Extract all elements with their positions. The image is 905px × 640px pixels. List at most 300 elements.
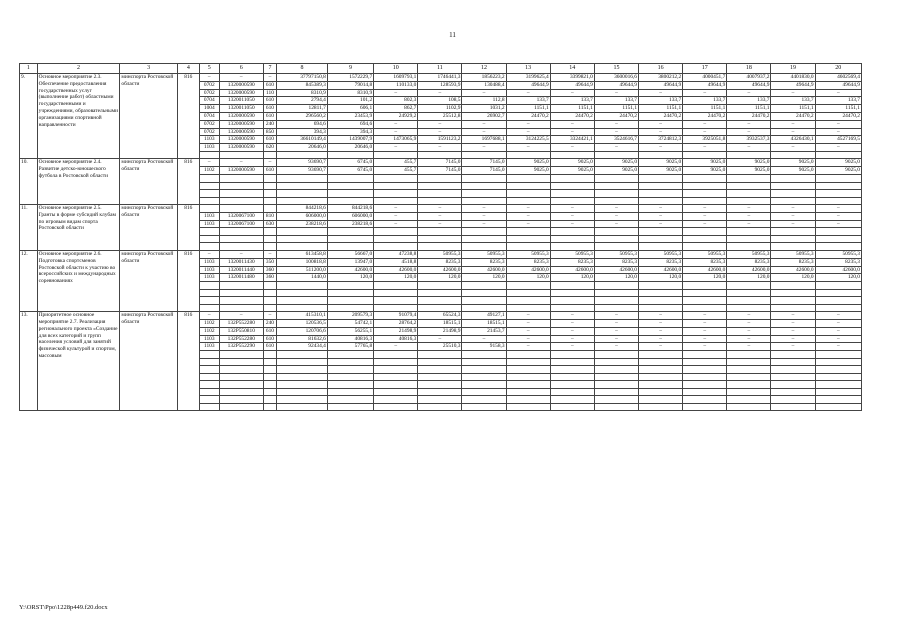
section-code (199, 351, 219, 359)
column-number: 11 (418, 64, 462, 74)
amount-cell (506, 282, 550, 290)
amount-cell: 415310,1 (277, 312, 328, 320)
amount-cell (815, 373, 861, 381)
amount-cell (506, 289, 550, 297)
amount-cell (771, 381, 815, 389)
amount-cell (374, 373, 418, 381)
amount-cell (727, 351, 771, 359)
amount-cell (418, 175, 462, 183)
amount-cell: – (815, 212, 861, 220)
target-code: 132P552280 (219, 335, 263, 343)
amount-cell (727, 289, 771, 297)
amount-cell (727, 282, 771, 290)
amount-cell (771, 388, 815, 396)
amount-cell: 3399821,0 (550, 74, 594, 82)
amount-cell (327, 175, 373, 183)
amount-cell: 694,6 (327, 120, 373, 128)
amount-cell: 50955,3 (550, 250, 594, 258)
section-code: 1103 (199, 136, 219, 144)
target-code (219, 403, 263, 411)
target-code: 132P550810 (219, 327, 263, 335)
expense-type: 110 (263, 89, 276, 97)
amount-cell (639, 358, 683, 366)
amount-cell: 128593,9 (418, 81, 462, 89)
amount-cell: – (815, 128, 861, 136)
amount-cell: 6745,0 (327, 167, 373, 175)
amount-cell: 3199625,4 (506, 74, 550, 82)
section-code: 0704 (199, 112, 219, 120)
amount-cell: – (639, 220, 683, 228)
amount-cell (550, 282, 594, 290)
amount-cell (683, 243, 727, 251)
amount-cell (277, 151, 328, 159)
amount-cell (374, 297, 418, 305)
section-code: 1103 (199, 274, 219, 282)
expense-type (263, 228, 276, 236)
amount-cell: – (815, 319, 861, 327)
column-number: 7 (263, 64, 276, 74)
amount-cell: 108,5 (418, 97, 462, 105)
amount-cell: 4602569,4 (815, 74, 861, 82)
amount-cell: – (506, 89, 550, 97)
amount-cell (815, 175, 861, 183)
amount-cell: – (462, 144, 506, 152)
amount-cell: – (594, 335, 638, 343)
amount-cell: 133,7 (639, 97, 683, 105)
amount-cell (462, 403, 506, 411)
amount-cell: 100818,8 (277, 258, 328, 266)
grbs-code: 816 (177, 250, 199, 311)
section-code: 0702 (199, 120, 219, 128)
amount-cell: 24470,2 (506, 112, 550, 120)
amount-cell: 4000451,7 (683, 74, 727, 82)
amount-cell: – (727, 312, 771, 320)
expense-type (263, 190, 276, 198)
amount-cell (727, 235, 771, 243)
amount-cell: 120,0 (639, 274, 683, 282)
amount-cell: – (462, 220, 506, 228)
amount-cell: 50955,3 (683, 250, 727, 258)
amount-cell (506, 297, 550, 305)
amount-cell: 12811,7 (277, 105, 328, 113)
amount-cell (771, 358, 815, 366)
amount-cell: 9025,0 (683, 167, 727, 175)
amount-cell (462, 358, 506, 366)
amount-cell (374, 151, 418, 159)
column-number-row (20, 64, 862, 74)
target-code: – (219, 312, 263, 320)
amount-cell (374, 190, 418, 198)
amount-cell: 9025,0 (639, 167, 683, 175)
column-number: 9 (327, 64, 373, 74)
amount-cell (277, 358, 328, 366)
section-code: 0702 (199, 81, 219, 89)
amount-cell (550, 304, 594, 312)
amount-cell: – (815, 220, 861, 228)
amount-cell: – (771, 89, 815, 97)
amount-cell (374, 388, 418, 396)
amount-cell (462, 228, 506, 236)
amount-cell: 8310,9 (277, 89, 328, 97)
section-code (199, 358, 219, 366)
amount-cell: 112,8 (462, 97, 506, 105)
amount-cell: 1151,1 (506, 105, 550, 113)
amount-cell (327, 297, 373, 305)
amount-cell: 120,0 (594, 274, 638, 282)
target-code: 1320011430 (219, 258, 263, 266)
amount-cell: – (639, 205, 683, 213)
target-code: – (219, 159, 263, 167)
section-code: 1103 (199, 212, 219, 220)
amount-cell (418, 297, 462, 305)
amount-cell (683, 175, 727, 183)
amount-cell: 120536,5 (277, 319, 328, 327)
page-number: 11 (449, 31, 456, 39)
amount-cell: 18515,1 (462, 319, 506, 327)
target-code: 1320000590 (219, 128, 263, 136)
expense-type: 620 (263, 144, 276, 152)
amount-cell: – (683, 212, 727, 220)
amount-cell: 1746441,3 (418, 74, 462, 82)
amount-cell: 9158,3 (462, 343, 506, 351)
amount-cell (815, 366, 861, 374)
expense-type (263, 289, 276, 297)
amount-cell (815, 358, 861, 366)
section-code (199, 396, 219, 404)
section-code: 1103 (199, 343, 219, 351)
amount-cell: 1591123,2 (418, 136, 462, 144)
amount-cell: 3800212,2 (639, 74, 683, 82)
amount-cell (727, 366, 771, 374)
amount-cell (327, 182, 373, 190)
amount-cell: 20646,0 (277, 144, 328, 152)
amount-cell (506, 388, 550, 396)
expense-type: 610 (263, 136, 276, 144)
amount-cell: 455,7 (374, 159, 418, 167)
amount-cell: 120,0 (727, 274, 771, 282)
amount-cell (594, 366, 638, 374)
amount-cell (418, 289, 462, 297)
amount-cell (594, 182, 638, 190)
amount-cell: – (418, 128, 462, 136)
amount-cell (462, 297, 506, 305)
target-code: 1320000590 (219, 81, 263, 89)
grbs-code: 816 (177, 74, 199, 159)
section-code: – (199, 250, 219, 258)
amount-cell: 92434,4 (277, 343, 328, 351)
target-code (219, 182, 263, 190)
amount-cell (727, 396, 771, 404)
row-number: 12. (20, 250, 38, 311)
amount-cell (727, 228, 771, 236)
amount-cell (506, 228, 550, 236)
amount-cell (727, 403, 771, 411)
amount-cell (594, 243, 638, 251)
amount-cell: – (815, 205, 861, 213)
amount-cell: – (771, 343, 815, 351)
amount-cell: – (639, 128, 683, 136)
activity-name: Основное мероприятие 2.5. Гранты в форме субсидий клубам по игровым видам спорта Ростовской области (37, 205, 120, 251)
amount-cell: 9025,0 (815, 159, 861, 167)
amount-cell (506, 235, 550, 243)
amount-cell: 394,3 (277, 128, 328, 136)
section-code: 0702 (199, 89, 219, 97)
section-code (199, 151, 219, 159)
amount-cell: 9025,0 (550, 167, 594, 175)
amount-cell (277, 396, 328, 404)
amount-cell: – (506, 144, 550, 152)
target-code: 1320000590 (219, 120, 263, 128)
amount-cell: – (374, 89, 418, 97)
expense-type: 240 (263, 319, 276, 327)
amount-cell (418, 243, 462, 251)
amount-cell: – (506, 205, 550, 213)
amount-cell (594, 190, 638, 198)
amount-cell: 3724812,3 (639, 136, 683, 144)
amount-cell: 2794,4 (277, 97, 328, 105)
amount-cell: – (594, 319, 638, 327)
table-row (20, 159, 862, 167)
expense-type: – (263, 159, 276, 167)
amount-cell: – (727, 335, 771, 343)
amount-cell: 50955,3 (771, 250, 815, 258)
amount-cell (639, 289, 683, 297)
table-row (20, 74, 862, 82)
amount-cell: 9025,0 (594, 159, 638, 167)
amount-cell: – (639, 327, 683, 335)
amount-cell (683, 282, 727, 290)
amount-cell (639, 388, 683, 396)
amount-cell (550, 175, 594, 183)
amount-cell (506, 304, 550, 312)
amount-cell: – (462, 128, 506, 136)
amount-cell (277, 381, 328, 389)
amount-cell: 8235,3 (771, 258, 815, 266)
amount-cell: 133,7 (506, 97, 550, 105)
amount-cell (815, 381, 861, 389)
amount-cell: 844218,6 (277, 205, 328, 213)
amount-cell (594, 289, 638, 297)
amount-cell: – (550, 89, 594, 97)
column-number: 15 (594, 64, 638, 74)
target-code (219, 381, 263, 389)
amount-cell (771, 175, 815, 183)
amount-cell: 42600,0 (771, 266, 815, 274)
amount-cell: – (771, 144, 815, 152)
amount-cell (506, 366, 550, 374)
amount-cell: 1151,1 (771, 105, 815, 113)
amount-cell (418, 282, 462, 290)
amount-cell (639, 297, 683, 305)
target-code: 1320000590 (219, 136, 263, 144)
amount-cell (418, 381, 462, 389)
amount-cell: 120,0 (374, 274, 418, 282)
amount-cell: – (727, 212, 771, 220)
amount-cell: 133,7 (683, 97, 727, 105)
amount-cell: 50955,3 (506, 250, 550, 258)
amount-cell (550, 351, 594, 359)
amount-cell (594, 373, 638, 381)
amount-cell (374, 396, 418, 404)
amount-cell: – (418, 220, 462, 228)
amount-cell: 56255,1 (327, 327, 373, 335)
amount-cell (815, 396, 861, 404)
amount-cell: 1572229,7 (327, 74, 373, 82)
amount-cell (327, 228, 373, 236)
amount-cell (683, 182, 727, 190)
amount-cell: – (594, 89, 638, 97)
amount-cell: – (550, 343, 594, 351)
amount-cell (771, 182, 815, 190)
amount-cell (639, 403, 683, 411)
amount-cell (374, 243, 418, 251)
amount-cell (327, 358, 373, 366)
amount-cell: 613458,8 (277, 250, 328, 258)
amount-cell: – (462, 205, 506, 213)
amount-cell: 120,0 (327, 274, 373, 282)
amount-cell (327, 351, 373, 359)
amount-cell: – (550, 327, 594, 335)
amount-cell: – (374, 144, 418, 152)
column-number: 6 (219, 64, 263, 74)
grbs-code: 816 (177, 205, 199, 251)
section-code (199, 197, 219, 205)
section-code (199, 235, 219, 243)
amount-cell (594, 297, 638, 305)
amount-cell: 844218,6 (327, 205, 373, 213)
target-code: 1320011050 (219, 97, 263, 105)
amount-cell: 9025,0 (727, 159, 771, 167)
amount-cell (418, 197, 462, 205)
amount-cell: 56667,0 (327, 250, 373, 258)
amount-cell (462, 243, 506, 251)
section-code: 1103 (199, 144, 219, 152)
row-number: 11. (20, 205, 38, 251)
amount-cell (727, 373, 771, 381)
amount-cell (815, 304, 861, 312)
amount-cell: 9025,0 (639, 159, 683, 167)
amount-cell: 13947,0 (327, 258, 373, 266)
amount-cell (771, 396, 815, 404)
amount-cell: – (506, 319, 550, 327)
amount-cell: 50955,3 (462, 250, 506, 258)
amount-cell (277, 373, 328, 381)
section-code: 0704 (199, 97, 219, 105)
amount-cell (727, 190, 771, 198)
amount-cell: 101,2 (327, 97, 373, 105)
amount-cell: 20646,0 (327, 144, 373, 152)
expense-type: – (263, 74, 276, 82)
amount-cell: 1151,1 (639, 105, 683, 113)
target-code (219, 243, 263, 251)
amount-cell (327, 388, 373, 396)
amount-cell (418, 228, 462, 236)
amount-cell (550, 151, 594, 159)
amount-cell: – (771, 327, 815, 335)
amount-cell (639, 282, 683, 290)
target-code (219, 358, 263, 366)
amount-cell: 42600,0 (639, 266, 683, 274)
amount-cell: – (418, 89, 462, 97)
column-number: 19 (771, 64, 815, 74)
amount-cell (771, 289, 815, 297)
amount-cell: 9025,0 (594, 167, 638, 175)
target-code: 1320011050 (219, 105, 263, 113)
amount-cell (506, 151, 550, 159)
amount-cell: 21498,9 (418, 327, 462, 335)
amount-cell: 47238,8 (374, 250, 418, 258)
amount-cell (771, 190, 815, 198)
amount-cell: 1151,1 (683, 105, 727, 113)
section-code (199, 403, 219, 411)
expense-type (263, 403, 276, 411)
amount-cell (550, 182, 594, 190)
amount-cell (594, 235, 638, 243)
amount-cell (639, 366, 683, 374)
amount-cell: 1439007,9 (327, 136, 373, 144)
amount-cell (374, 228, 418, 236)
amount-cell (683, 297, 727, 305)
amount-cell: – (506, 327, 550, 335)
amount-cell (374, 235, 418, 243)
amount-cell: – (374, 128, 418, 136)
amount-cell: – (374, 120, 418, 128)
amount-cell: 133,7 (550, 97, 594, 105)
amount-cell (771, 304, 815, 312)
amount-cell: 3600016,6 (594, 74, 638, 82)
amount-cell (683, 197, 727, 205)
column-number: 10 (374, 64, 418, 74)
amount-cell (815, 243, 861, 251)
amount-cell (815, 282, 861, 290)
amount-cell: 1151,1 (594, 105, 638, 113)
amount-cell (771, 373, 815, 381)
activity-name: Основное мероприятие 2.6. Подготовка спортсменов Ростовской области к участию во всероссийских и международных соревнованиях (37, 250, 120, 311)
expense-type (263, 351, 276, 359)
amount-cell: – (727, 220, 771, 228)
amount-cell: – (683, 312, 727, 320)
amount-cell: – (418, 120, 462, 128)
amount-cell: – (639, 343, 683, 351)
amount-cell: 50955,3 (815, 250, 861, 258)
amount-cell: – (683, 144, 727, 152)
amount-cell: – (639, 335, 683, 343)
amount-cell: – (683, 220, 727, 228)
amount-cell: – (771, 205, 815, 213)
amount-cell (639, 235, 683, 243)
amount-cell (462, 151, 506, 159)
amount-cell: – (594, 312, 638, 320)
amount-cell (506, 190, 550, 198)
amount-cell: 79014,8 (327, 81, 373, 89)
amount-cell: 1151,1 (727, 105, 771, 113)
amount-cell (418, 388, 462, 396)
amount-cell: – (594, 220, 638, 228)
amount-cell (639, 243, 683, 251)
amount-cell (727, 388, 771, 396)
amount-cell: 1151,1 (550, 105, 594, 113)
amount-cell: – (594, 327, 638, 335)
expense-type: 610 (263, 97, 276, 105)
amount-cell (639, 175, 683, 183)
amount-cell (771, 235, 815, 243)
amount-cell: – (550, 120, 594, 128)
amount-cell: – (727, 128, 771, 136)
target-code (219, 297, 263, 305)
target-code (219, 351, 263, 359)
amount-cell (815, 228, 861, 236)
row-number: 10. (20, 159, 38, 205)
